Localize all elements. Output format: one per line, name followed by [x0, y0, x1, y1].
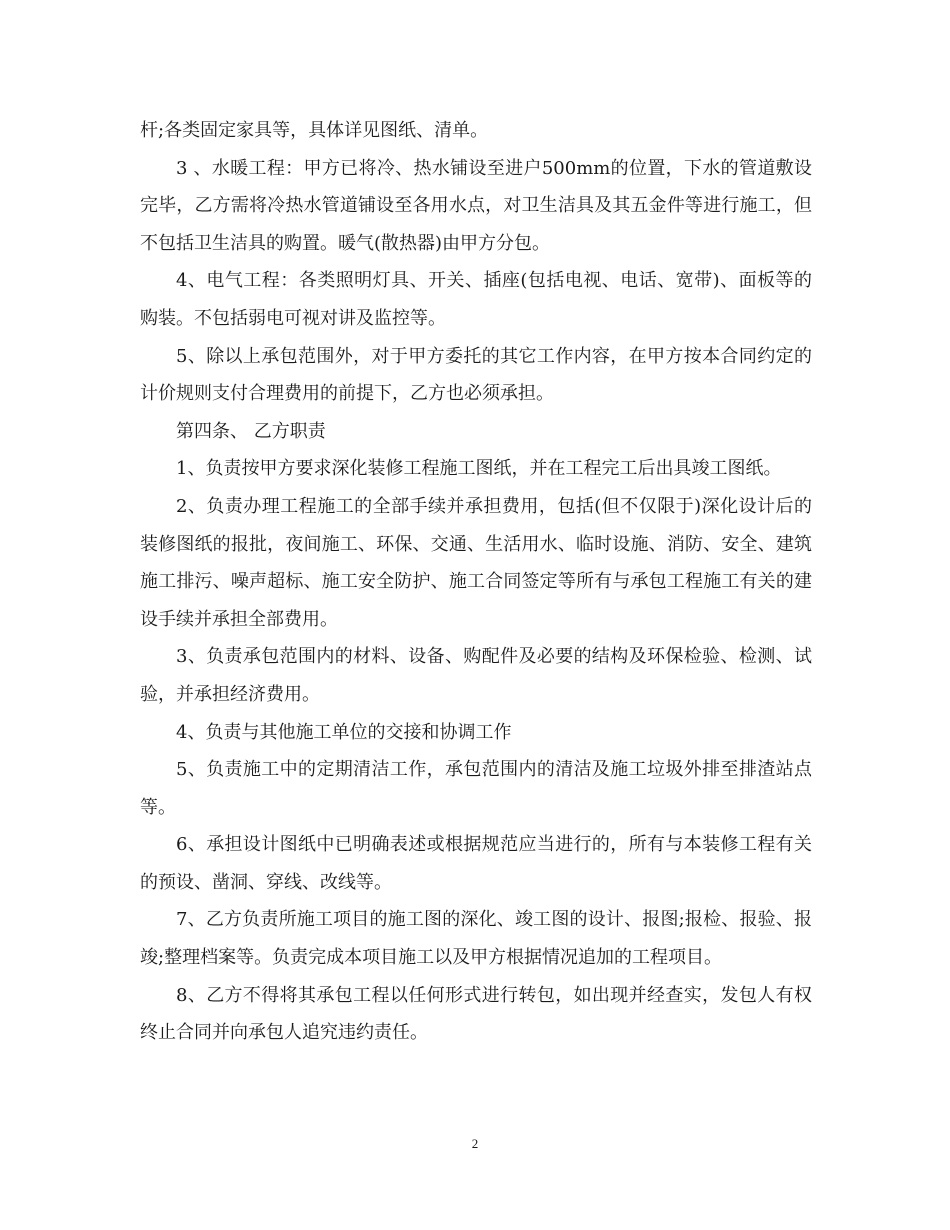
- paragraph-8: 3、负责承包范围内的材料、设备、购配件及必要的结构及环保检验、检测、试验，并承担经济费用。: [140, 646, 812, 705]
- paragraph-4: 5、除以上承包范围外，对于甲方委托的其它工作内容，在甲方按本合同约定的计价规则支付合理费用的前提下，乙方也必须承担。: [140, 345, 812, 405]
- paragraph-3: 4、电气工程：各类照明灯具、开关、插座(包括电视、电话、宽带)、面板等的购装。不包括弱电可视对讲及监控等。: [140, 270, 812, 329]
- paragraph-2: 3 、水暖工程：甲方已将冷、热水铺设至进户500mm的位置，下水的管道敷设完毕，乙方需将冷热水管道铺设至各用水点，对卫生洁具及其五金件等进行施工，但不包括卫生洁具的购置。暖气(散热器)由甲方分包。: [140, 157, 812, 254]
- paragraph-7: 2、负责办理工程施工的全部手续并承担费用，包括(但不仅限于)深化设计后的装修图纸的报批，夜间施工、环保、交通、生活用水、临时设施、消防、安全、建筑施工排污、噪声超标、施工安全防护、施工合同签定等所有与承包工程施工有关的建设手续并承担全部费用。: [140, 495, 812, 630]
- paragraph-1: 杆;各类固定家具等，具体详见图纸、清单。: [140, 120, 489, 141]
- paragraph-11: 6、承担设计图纸中已明确表述或根据规范应当进行的，所有与本装修工程有关的预设、凿洞、穿线、改线等。: [140, 834, 812, 893]
- page-number: 2: [471, 1136, 479, 1151]
- section-heading: 第四条、 乙方职责: [176, 420, 326, 442]
- paragraph-6: 1、负责按甲方要求深化装修工程施工图纸，并在工程完工后出具竣工图纸。: [176, 458, 782, 480]
- paragraph-9: 4、负责与其他施工单位的交接和协调工作: [176, 721, 512, 743]
- paragraph-10: 5、负责施工中的定期清洁工作，承包范围内的清洁及施工垃圾外排至排渣站点等。: [140, 759, 812, 818]
- paragraph-13: 8、乙方不得将其承包工程以任何形式进行转包，如出现并经查实，发包人有权终止合同并向承包人追究违约责任。: [140, 984, 812, 1044]
- document-body: [140, 112, 812, 1052]
- paragraph-12: 7、乙方负责所施工项目的施工图的深化、竣工图的设计、报图;报检、报验、报竣;整理档案等。负责完成本项目施工以及甲方根据情况追加的工程项目。: [140, 909, 812, 969]
